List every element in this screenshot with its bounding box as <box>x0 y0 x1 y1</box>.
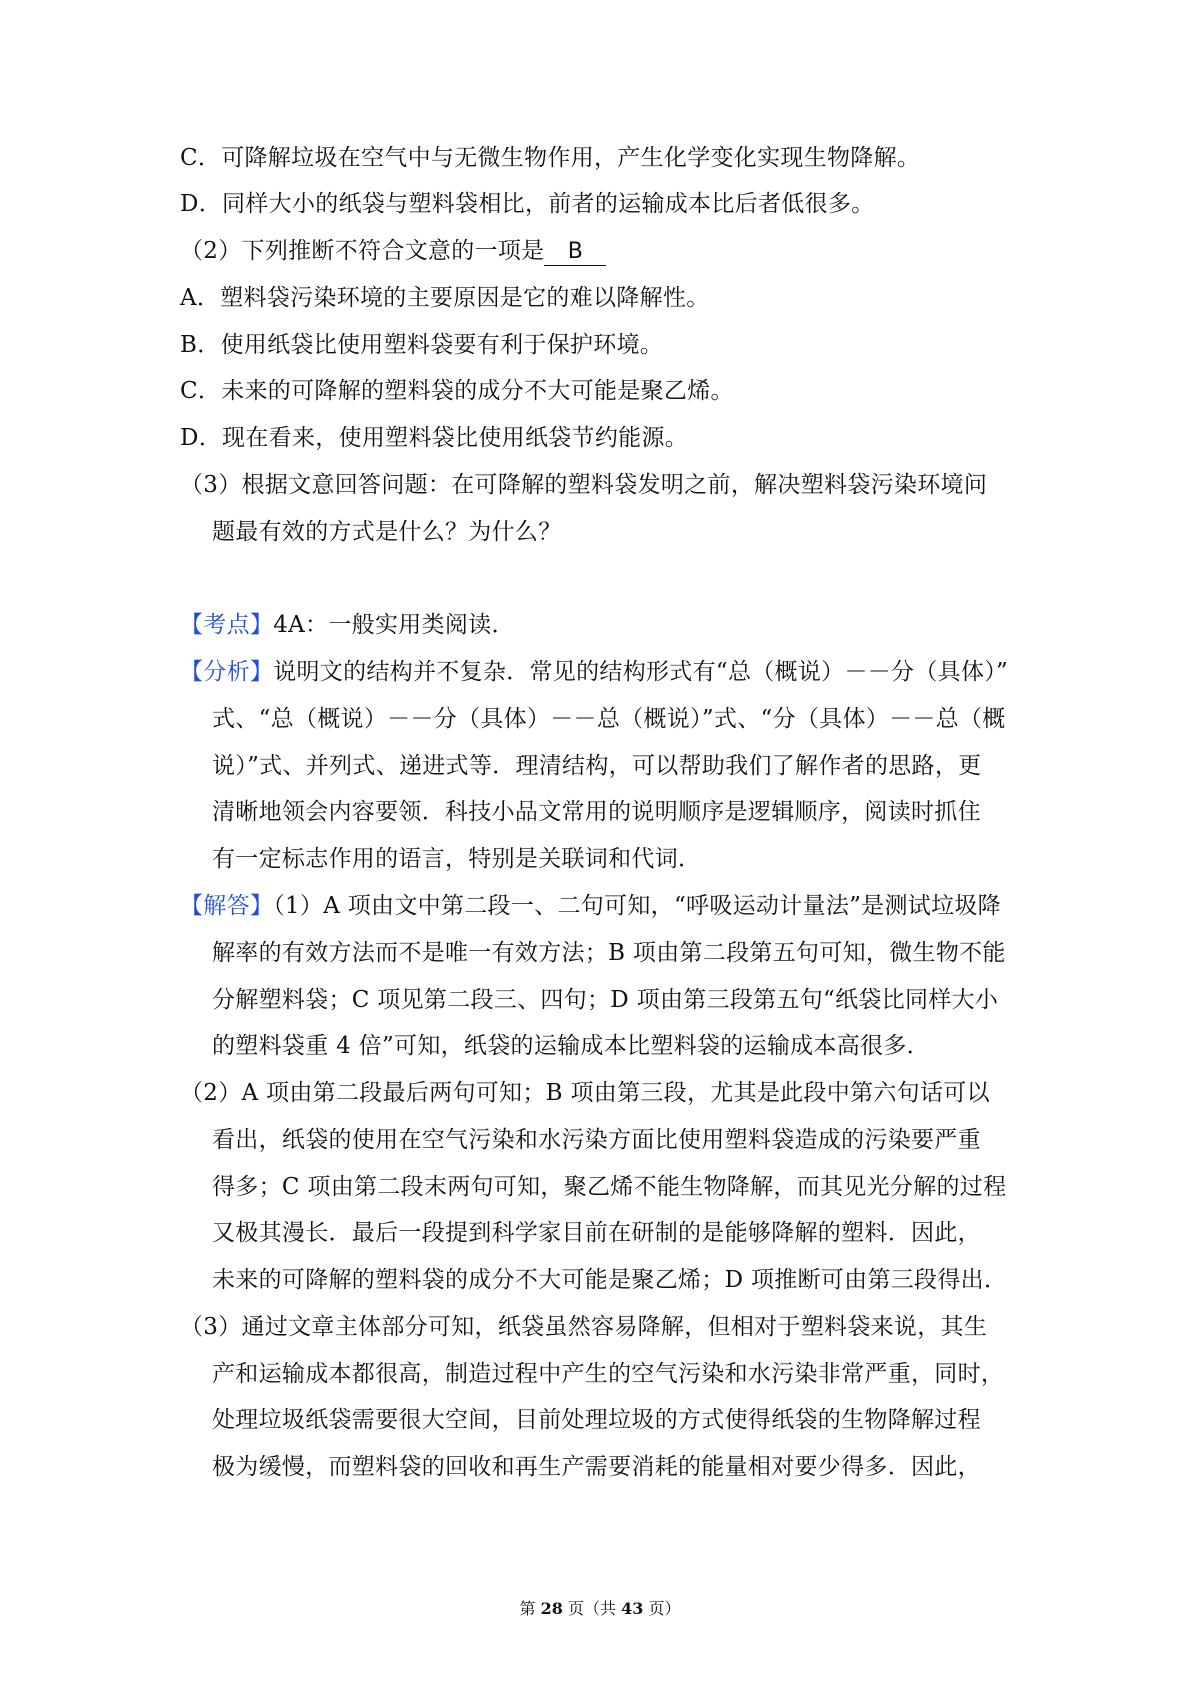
jieda-p3-line: （3）通过文章主体部分可知，纸袋虽然容易降解，但相对于塑料袋来说，其生 <box>180 1314 988 1340</box>
fenxi-line: 说明文的结构并不复杂．常见的结构形式有“总（概说）－－分（具体）” <box>273 659 1009 685</box>
footer-total-pages: 43 <box>621 1599 644 1618</box>
kaodian-tag: 【考点】 <box>180 612 274 638</box>
jieda-p2-line: （2）A 项由第二段最后两句可知；B 项由第三段，尤其是此段中第六句话可以 <box>180 1080 990 1106</box>
jieda-p1-line: 的塑料袋重 4 倍”可知，纸袋的运输成本比塑料袋的运输成本高很多． <box>212 1033 930 1059</box>
jieda-tag: 【解答】 <box>180 893 274 919</box>
jieda-p3-line: 极为缓慢，而塑料袋的回收和再生产需要消耗的能量相对要少得多．因此， <box>212 1454 981 1480</box>
question-3-line2: 题最有效的方式是什么？为什么？ <box>212 519 562 545</box>
question-2-text: （2）下列推断不符合文意的一项是 <box>180 238 545 264</box>
jieda-section <box>180 891 1001 921</box>
fenxi-tag: 【分析】 <box>180 659 274 685</box>
fenxi-section <box>180 657 1008 687</box>
option-c-part2: C．未来的可降解的塑料袋的成分不大可能是聚乙烯。 <box>180 378 734 404</box>
footer-prefix: 第 <box>519 1599 536 1618</box>
option-c-part1: C．可降解垃圾在空气中与无微生物作用，产生化学变化实现生物降解。 <box>180 145 921 171</box>
jieda-p1-line: 分解塑料袋；C 项见第二段三、四句；D 项由第三段第五句“纸袋比同样大小 <box>212 987 999 1013</box>
fenxi-line: 清晰地领会内容要领．科技小品文常用的说明顺序是逻辑顺序，阅读时抓住 <box>212 799 981 825</box>
fenxi-line: 有一定标志作用的语言，特别是关联词和代词． <box>212 846 702 872</box>
option-d-part1: D．同样大小的纸袋与塑料袋相比，前者的运输成本比后者低很多。 <box>180 191 875 217</box>
jieda-p2-line: 未来的可降解的塑料袋的成分不大可能是聚乙烯；D 项推断可由第三段得出． <box>212 1267 1008 1293</box>
fenxi-line: 说）”式、并列式、递进式等．理清结构，可以帮助我们了解作者的思路，更 <box>212 753 982 779</box>
jieda-p3-line: 处理垃圾纸袋需要很大空间，目前处理垃圾的方式使得纸袋的生物降解过程 <box>212 1407 981 1433</box>
footer-middle: 页（共 <box>567 1599 616 1618</box>
question-3-line1: （3）根据文意回答问题：在可降解的塑料袋发明之前，解决塑料袋污染环境问 <box>180 472 988 498</box>
kaodian-text: 4A：一般实用类阅读． <box>273 612 515 638</box>
kaodian-section <box>180 610 515 640</box>
footer-suffix: 页） <box>648 1599 681 1618</box>
option-b-part2: B．使用纸袋比使用塑料袋要有利于保护环境。 <box>180 332 664 358</box>
jieda-p2-line: 又极其漫长．最后一段提到科学家目前在研制的是能够降解的塑料．因此， <box>212 1220 981 1246</box>
jieda-p3-line: 产和运输成本都很高，制造过程中产生的空气污染和水污染非常严重，同时， <box>212 1361 1005 1387</box>
jieda-p2-line: 得多；C 项由第二段末两句可知，聚乙烯不能生物降解，而其见光分解的过程 <box>212 1174 1007 1200</box>
option-d-part2: D．现在看来，使用塑料袋比使用纸袋节约能源。 <box>180 425 689 451</box>
jieda-p1-line: （1）A 项由文中第二段一、二句可知，“呼吸运动计量法”是测试垃圾降 <box>273 893 1001 919</box>
question-2-prompt <box>180 236 606 266</box>
answer-blank: B <box>544 239 606 266</box>
jieda-p2-line: 看出，纸袋的使用在空气污染和水污染方面比使用塑料袋造成的污染要严重 <box>212 1127 981 1153</box>
option-a-part2: A．塑料袋污染环境的主要原因是它的难以降解性。 <box>180 285 710 311</box>
page-footer <box>0 1598 1200 1620</box>
footer-page-number: 28 <box>540 1599 563 1618</box>
fenxi-line: 式、“总（概说）－－分（具体）－－总（概说）”式、“分（具体）－－总（概 <box>212 706 1006 732</box>
jieda-p1-line: 解率的有效方法而不是唯一有效方法；B 项由第二段第五句可知，微生物不能 <box>212 940 1006 966</box>
